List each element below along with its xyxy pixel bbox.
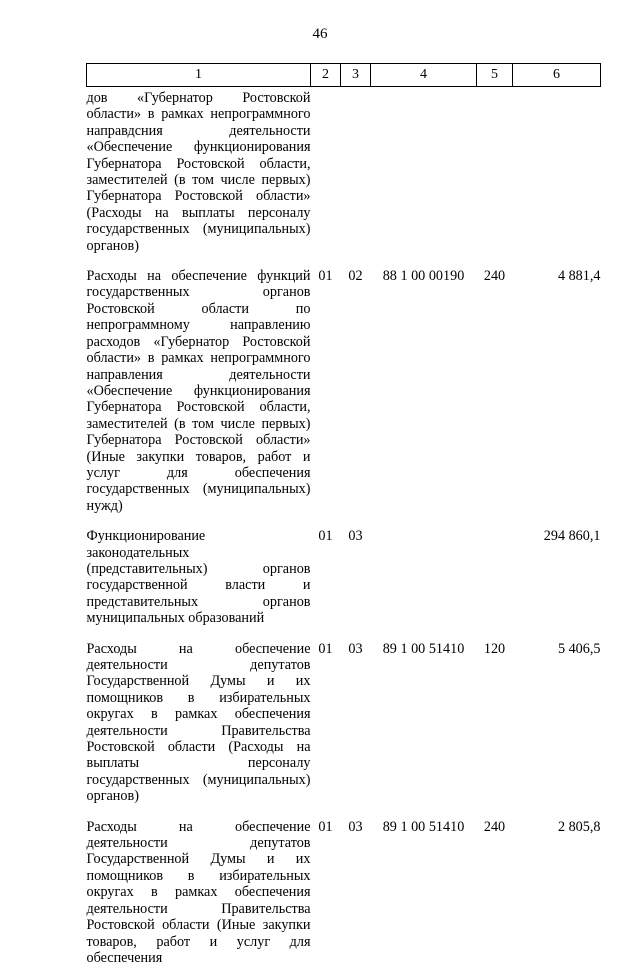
row-description: Расходы на обеспечение деятельности депутатов Государственной Думы и их помощников в избирательных округах в рамках обеспечения деятельности Правительства Ростовской области (Расходы на выплаты персоналу государственных (муниципальных) органов): [86, 640, 311, 805]
row-expense-type: [477, 528, 513, 640]
row-amount: 294 860,1: [543, 528, 601, 545]
row-section: 01: [318, 528, 333, 545]
table-header-row: [87, 64, 601, 87]
row-amount: 5 406,5: [557, 640, 601, 657]
budget-table: [86, 63, 601, 966]
table-row: [87, 528, 601, 640]
column-header-section: 2: [311, 64, 341, 87]
row-description: дов «Губернатор Ростовской области» в рамках непрограммного направдсния деятельности «Обеспечение функционирования Губернатора Ростовской области, заместителей (в том числе первых) Губернатора Ростовской области» (Расходы на выплаты персоналу государственных (муниципальных) органов): [86, 90, 311, 254]
column-header-name: 1: [87, 64, 311, 87]
row-target-code: 88 1 00 00190: [382, 268, 465, 285]
column-header-expense-type: 5: [477, 64, 513, 87]
table-row: [87, 641, 601, 819]
column-header-target-code: 4: [371, 64, 477, 87]
row-expense-type: 120: [483, 640, 506, 657]
row-description: Расходы на обеспечение деятельности депутатов Государственной Думы и их помощников в избирательных округах в рамках обеспечения деятельности Правительства Ростовской области (Иные закупки товаров, работ и услуг для обеспечения: [86, 818, 311, 966]
row-target-code: [371, 528, 477, 640]
table-row: [87, 819, 601, 966]
row-section: 01: [318, 268, 333, 285]
row-amount: 2 805,8: [557, 818, 601, 835]
row-target-code: [371, 87, 477, 269]
column-header-subsection: 3: [341, 64, 371, 87]
row-subsection: 03: [348, 528, 363, 545]
row-target-code: 89 1 00 51410: [382, 640, 465, 657]
row-amount: [513, 87, 601, 269]
row-section: 01: [318, 640, 333, 657]
row-subsection: [341, 87, 371, 269]
row-subsection: 02: [348, 268, 363, 285]
row-section: [311, 87, 341, 269]
page-number: 46: [312, 26, 328, 42]
table-row: [87, 87, 601, 269]
row-expense-type: 240: [483, 268, 506, 285]
row-description: Функционирование законодательных (представительных) органов государственной власти и представительных органов муниципальных образований: [86, 528, 311, 627]
row-target-code: 89 1 00 51410: [382, 818, 465, 835]
row-subsection: 03: [348, 640, 363, 657]
row-expense-type: [477, 87, 513, 269]
column-header-amount: 6: [513, 64, 601, 87]
row-amount: 4 881,4: [557, 268, 601, 285]
row-description: Расходы на обеспечение функций государственных органов Ростовской области по непрограммному направлению расходов «Губернатор Ростовской области» в рамках непрограммного направления деятельности «Обеспечение функционирования Губернатора Ростовской области, заместителей (в том числе первых) Губернатора Ростовской области» (Иные закупки товаров, работ и услуг для обеспечения государственных (муниципальных) нужд): [86, 268, 311, 514]
row-section: 01: [318, 818, 333, 835]
table-row: [87, 268, 601, 528]
row-subsection: 03: [348, 818, 363, 835]
row-expense-type: 240: [483, 818, 506, 835]
